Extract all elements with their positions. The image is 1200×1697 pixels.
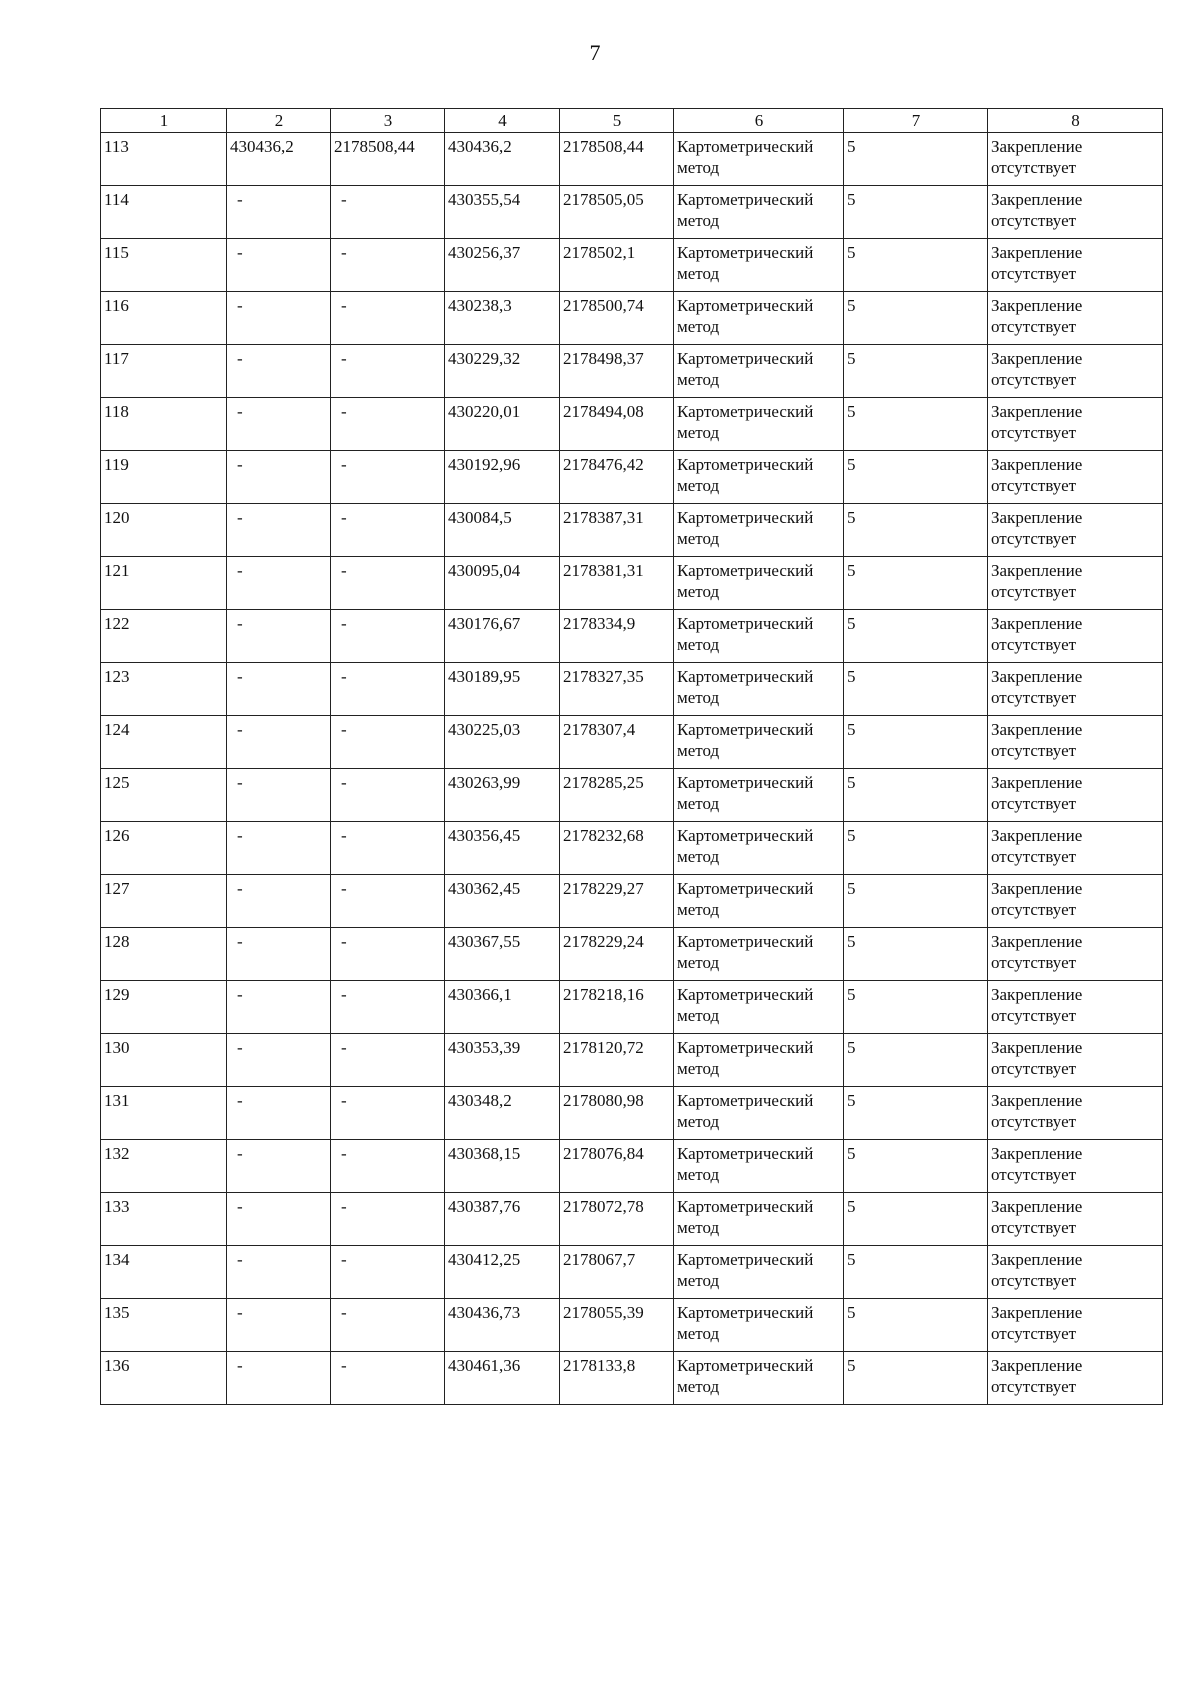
table-row: [101, 610, 1163, 663]
accuracy-cell: 5: [844, 769, 988, 822]
fixing-description-cell: Закрепление отсутствует: [988, 1140, 1163, 1193]
old-y-cell: -: [331, 557, 445, 610]
method-cell: Картометрический метод: [674, 292, 844, 345]
point-number-cell: 119: [101, 451, 227, 504]
fixing-description-cell: Закрепление отсутствует: [988, 1193, 1163, 1246]
fixing-description-cell: Закрепление отсутствует: [988, 610, 1163, 663]
method-cell: Картометрический метод: [674, 239, 844, 292]
new-y-cell: 2178500,74: [560, 292, 674, 345]
accuracy-cell: 5: [844, 1034, 988, 1087]
point-number-cell: 125: [101, 769, 227, 822]
accuracy-cell: 5: [844, 610, 988, 663]
point-number-cell: 122: [101, 610, 227, 663]
accuracy-cell: 5: [844, 133, 988, 186]
point-number-cell: 116: [101, 292, 227, 345]
old-y-cell: -: [331, 716, 445, 769]
new-x-cell: 430367,55: [445, 928, 560, 981]
old-y-cell: -: [331, 663, 445, 716]
new-x-cell: 430189,95: [445, 663, 560, 716]
method-cell: Картометрический метод: [674, 1140, 844, 1193]
new-y-cell: 2178067,7: [560, 1246, 674, 1299]
table-row: [101, 292, 1163, 345]
table-row: [101, 239, 1163, 292]
header-cell: 1: [101, 109, 227, 133]
new-x-cell: 430256,37: [445, 239, 560, 292]
point-number-cell: 120: [101, 504, 227, 557]
new-x-cell: 430263,99: [445, 769, 560, 822]
old-x-cell: -: [227, 398, 331, 451]
accuracy-cell: 5: [844, 292, 988, 345]
method-cell: Картометрический метод: [674, 557, 844, 610]
accuracy-cell: 5: [844, 981, 988, 1034]
old-x-cell: -: [227, 981, 331, 1034]
new-x-cell: 430366,1: [445, 981, 560, 1034]
accuracy-cell: 5: [844, 822, 988, 875]
old-x-cell: 430436,2: [227, 133, 331, 186]
new-y-cell: 2178334,9: [560, 610, 674, 663]
old-x-cell: -: [227, 186, 331, 239]
old-y-cell: -: [331, 1352, 445, 1405]
point-number-cell: 126: [101, 822, 227, 875]
accuracy-cell: 5: [844, 663, 988, 716]
new-y-cell: 2178381,31: [560, 557, 674, 610]
fixing-description-cell: Закрепление отсутствует: [988, 1352, 1163, 1405]
method-cell: Картометрический метод: [674, 716, 844, 769]
old-y-cell: -: [331, 1246, 445, 1299]
method-cell: Картометрический метод: [674, 1034, 844, 1087]
table-row: [101, 928, 1163, 981]
old-y-cell: -: [331, 822, 445, 875]
old-x-cell: -: [227, 1034, 331, 1087]
old-x-cell: -: [227, 663, 331, 716]
old-x-cell: -: [227, 1352, 331, 1405]
table-row: [101, 663, 1163, 716]
fixing-description-cell: Закрепление отсутствует: [988, 822, 1163, 875]
new-y-cell: 2178505,05: [560, 186, 674, 239]
new-x-cell: 430084,5: [445, 504, 560, 557]
new-y-cell: 2178218,16: [560, 981, 674, 1034]
new-y-cell: 2178285,25: [560, 769, 674, 822]
table-row: [101, 1299, 1163, 1352]
new-x-cell: 430176,67: [445, 610, 560, 663]
method-cell: Картометрический метод: [674, 769, 844, 822]
table-row: [101, 1034, 1163, 1087]
table-header: [101, 109, 1163, 133]
point-number-cell: 123: [101, 663, 227, 716]
method-cell: Картометрический метод: [674, 610, 844, 663]
old-x-cell: -: [227, 875, 331, 928]
method-cell: Картометрический метод: [674, 663, 844, 716]
point-number-cell: 129: [101, 981, 227, 1034]
fixing-description-cell: Закрепление отсутствует: [988, 1087, 1163, 1140]
fixing-description-cell: Закрепление отсутствует: [988, 928, 1163, 981]
fixing-description-cell: Закрепление отсутствует: [988, 663, 1163, 716]
old-x-cell: -: [227, 610, 331, 663]
method-cell: Картометрический метод: [674, 822, 844, 875]
point-number-cell: 114: [101, 186, 227, 239]
table-row: [101, 504, 1163, 557]
coordinates-table: [100, 108, 1163, 1405]
point-number-cell: 134: [101, 1246, 227, 1299]
old-x-cell: -: [227, 1193, 331, 1246]
new-x-cell: 430362,45: [445, 875, 560, 928]
accuracy-cell: 5: [844, 1352, 988, 1405]
table-row: [101, 186, 1163, 239]
accuracy-cell: 5: [844, 1246, 988, 1299]
fixing-description-cell: Закрепление отсутствует: [988, 716, 1163, 769]
new-y-cell: 2178080,98: [560, 1087, 674, 1140]
accuracy-cell: 5: [844, 928, 988, 981]
old-x-cell: -: [227, 292, 331, 345]
point-number-cell: 127: [101, 875, 227, 928]
fixing-description-cell: Закрепление отсутствует: [988, 557, 1163, 610]
old-y-cell: -: [331, 398, 445, 451]
old-x-cell: -: [227, 822, 331, 875]
method-cell: Картометрический метод: [674, 928, 844, 981]
old-y-cell: -: [331, 345, 445, 398]
new-y-cell: 2178120,72: [560, 1034, 674, 1087]
header-cell: 3: [331, 109, 445, 133]
accuracy-cell: 5: [844, 186, 988, 239]
old-x-cell: -: [227, 928, 331, 981]
point-number-cell: 113: [101, 133, 227, 186]
accuracy-cell: 5: [844, 504, 988, 557]
new-y-cell: 2178076,84: [560, 1140, 674, 1193]
page-number: 7: [589, 40, 601, 65]
old-x-cell: -: [227, 1299, 331, 1352]
old-y-cell: -: [331, 875, 445, 928]
header-cell: 2: [227, 109, 331, 133]
table-row: [101, 981, 1163, 1034]
new-y-cell: 2178494,08: [560, 398, 674, 451]
old-x-cell: -: [227, 1087, 331, 1140]
header-row: [101, 109, 1163, 133]
new-x-cell: 430412,25: [445, 1246, 560, 1299]
fixing-description-cell: Закрепление отсутствует: [988, 345, 1163, 398]
table-row: [101, 1352, 1163, 1405]
method-cell: Картометрический метод: [674, 398, 844, 451]
fixing-description-cell: Закрепление отсутствует: [988, 875, 1163, 928]
method-cell: Картометрический метод: [674, 186, 844, 239]
new-x-cell: 430238,3: [445, 292, 560, 345]
old-y-cell: -: [331, 981, 445, 1034]
table-row: [101, 822, 1163, 875]
method-cell: Картометрический метод: [674, 1352, 844, 1405]
new-x-cell: 430220,01: [445, 398, 560, 451]
old-x-cell: -: [227, 1246, 331, 1299]
header-cell: 8: [988, 109, 1163, 133]
point-number-cell: 130: [101, 1034, 227, 1087]
method-cell: Картометрический метод: [674, 1246, 844, 1299]
table-row: [101, 451, 1163, 504]
new-y-cell: 2178327,35: [560, 663, 674, 716]
accuracy-cell: 5: [844, 1087, 988, 1140]
fixing-description-cell: Закрепление отсутствует: [988, 398, 1163, 451]
old-x-cell: -: [227, 451, 331, 504]
fixing-description-cell: Закрепление отсутствует: [988, 451, 1163, 504]
table-row: [101, 769, 1163, 822]
table-row: [101, 1193, 1163, 1246]
fixing-description-cell: Закрепление отсутствует: [988, 981, 1163, 1034]
method-cell: Картометрический метод: [674, 451, 844, 504]
old-y-cell: -: [331, 1299, 445, 1352]
accuracy-cell: 5: [844, 1299, 988, 1352]
new-x-cell: 430368,15: [445, 1140, 560, 1193]
accuracy-cell: 5: [844, 875, 988, 928]
fixing-description-cell: Закрепление отсутствует: [988, 1034, 1163, 1087]
accuracy-cell: 5: [844, 1140, 988, 1193]
header-cell: 7: [844, 109, 988, 133]
method-cell: Картометрический метод: [674, 981, 844, 1034]
header-cell: 4: [445, 109, 560, 133]
method-cell: Картометрический метод: [674, 504, 844, 557]
old-y-cell: -: [331, 610, 445, 663]
method-cell: Картометрический метод: [674, 133, 844, 186]
method-cell: Картометрический метод: [674, 345, 844, 398]
old-y-cell: -: [331, 504, 445, 557]
method-cell: Картометрический метод: [674, 875, 844, 928]
table-row: [101, 716, 1163, 769]
accuracy-cell: 5: [844, 557, 988, 610]
new-x-cell: 430387,76: [445, 1193, 560, 1246]
old-x-cell: -: [227, 504, 331, 557]
new-y-cell: 2178229,24: [560, 928, 674, 981]
new-y-cell: 2178508,44: [560, 133, 674, 186]
table-row: [101, 133, 1163, 186]
accuracy-cell: 5: [844, 345, 988, 398]
table-row: [101, 557, 1163, 610]
fixing-description-cell: Закрепление отсутствует: [988, 504, 1163, 557]
old-y-cell: -: [331, 451, 445, 504]
new-y-cell: 2178072,78: [560, 1193, 674, 1246]
old-x-cell: -: [227, 345, 331, 398]
accuracy-cell: 5: [844, 398, 988, 451]
old-y-cell: -: [331, 186, 445, 239]
old-y-cell: -: [331, 1034, 445, 1087]
fixing-description-cell: Закрепление отсутствует: [988, 1246, 1163, 1299]
fixing-description-cell: Закрепление отсутствует: [988, 239, 1163, 292]
new-x-cell: 430192,96: [445, 451, 560, 504]
new-x-cell: 430353,39: [445, 1034, 560, 1087]
new-y-cell: 2178307,4: [560, 716, 674, 769]
point-number-cell: 115: [101, 239, 227, 292]
new-y-cell: 2178055,39: [560, 1299, 674, 1352]
fixing-description-cell: Закрепление отсутствует: [988, 133, 1163, 186]
point-number-cell: 118: [101, 398, 227, 451]
method-cell: Картометрический метод: [674, 1193, 844, 1246]
header-cell: 6: [674, 109, 844, 133]
old-x-cell: -: [227, 1140, 331, 1193]
accuracy-cell: 5: [844, 716, 988, 769]
new-y-cell: 2178133,8: [560, 1352, 674, 1405]
point-number-cell: 132: [101, 1140, 227, 1193]
point-number-cell: 133: [101, 1193, 227, 1246]
new-y-cell: 2178502,1: [560, 239, 674, 292]
new-x-cell: 430461,36: [445, 1352, 560, 1405]
old-y-cell: -: [331, 292, 445, 345]
table-row: [101, 345, 1163, 398]
new-x-cell: 430095,04: [445, 557, 560, 610]
new-x-cell: 430436,2: [445, 133, 560, 186]
point-number-cell: 121: [101, 557, 227, 610]
accuracy-cell: 5: [844, 1193, 988, 1246]
point-number-cell: 131: [101, 1087, 227, 1140]
new-y-cell: 2178476,42: [560, 451, 674, 504]
point-number-cell: 135: [101, 1299, 227, 1352]
table-row: [101, 1246, 1163, 1299]
old-x-cell: -: [227, 557, 331, 610]
old-y-cell: -: [331, 1193, 445, 1246]
table-row: [101, 1140, 1163, 1193]
accuracy-cell: 5: [844, 239, 988, 292]
new-x-cell: 430356,45: [445, 822, 560, 875]
new-x-cell: 430229,32: [445, 345, 560, 398]
point-number-cell: 128: [101, 928, 227, 981]
new-y-cell: 2178232,68: [560, 822, 674, 875]
accuracy-cell: 5: [844, 451, 988, 504]
method-cell: Картометрический метод: [674, 1087, 844, 1140]
new-x-cell: 430225,03: [445, 716, 560, 769]
table-row: [101, 1087, 1163, 1140]
new-y-cell: 2178387,31: [560, 504, 674, 557]
fixing-description-cell: Закрепление отсутствует: [988, 1299, 1163, 1352]
point-number-cell: 124: [101, 716, 227, 769]
old-x-cell: -: [227, 239, 331, 292]
new-x-cell: 430348,2: [445, 1087, 560, 1140]
fixing-description-cell: Закрепление отсутствует: [988, 186, 1163, 239]
old-x-cell: -: [227, 716, 331, 769]
old-y-cell: 2178508,44: [331, 133, 445, 186]
new-x-cell: 430355,54: [445, 186, 560, 239]
old-y-cell: -: [331, 239, 445, 292]
old-y-cell: -: [331, 1140, 445, 1193]
new-x-cell: 430436,73: [445, 1299, 560, 1352]
point-number-cell: 117: [101, 345, 227, 398]
old-y-cell: -: [331, 928, 445, 981]
fixing-description-cell: Закрепление отсутствует: [988, 292, 1163, 345]
point-number-cell: 136: [101, 1352, 227, 1405]
new-y-cell: 2178498,37: [560, 345, 674, 398]
new-y-cell: 2178229,27: [560, 875, 674, 928]
table-body: [101, 133, 1163, 1405]
method-cell: Картометрический метод: [674, 1299, 844, 1352]
header-cell: 5: [560, 109, 674, 133]
table-row: [101, 398, 1163, 451]
old-y-cell: -: [331, 769, 445, 822]
old-y-cell: -: [331, 1087, 445, 1140]
old-x-cell: -: [227, 769, 331, 822]
fixing-description-cell: Закрепление отсутствует: [988, 769, 1163, 822]
table-row: [101, 875, 1163, 928]
